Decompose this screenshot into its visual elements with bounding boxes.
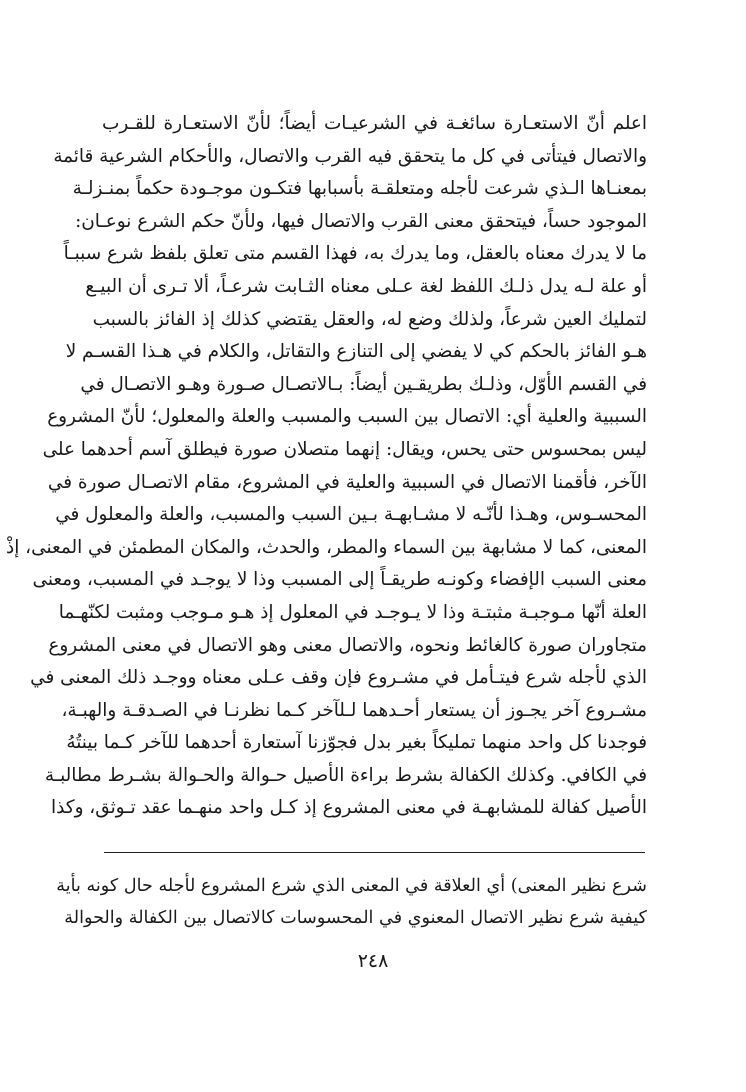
text-line: والاتصال فيتأتى في كل ما يتحقق فيه القرب والاتصال، والأحكام الشرعية قائمة (53, 145, 647, 167)
main-text-block (6, 108, 647, 825)
text-line: في الكافي. وكذلك الكفالة بشرط براءة الأصيل حـوالة والحـوالة بشـرط مطالبـة (44, 764, 647, 786)
text-line: الأصيل كفالة للمشابهـة في معنى المشروع إذ كـل واحد منهـما عقد تـوثق، وكذا (51, 797, 647, 819)
text-line: اعلم أنّ الاستعـارة سائغـة في الشرعيـات أيضاً؛ لأنّ الاستعـارة للقـرب (102, 113, 647, 134)
footnote-block (56, 870, 647, 934)
text-line: الموجود حساً، فيتحقق معنى القرب والاتصال فيها، ولأنّ حكم الشرع نوعـان: (75, 210, 647, 232)
text-line: مشـروع آخر يجـوز أن يستعار أحـدهما لـلآخر كـما نظرنـا في الصـدقـة والهبـة، (61, 699, 647, 721)
text-line: متجاوران صورة كالغائط ونحوه، والاتصال معنى وهو الاتصال في معنى المشروع (48, 634, 647, 656)
text-line: المحسـوس، وهـذا لأنّـه لا مشـابهـة بـين السبب والمسبب، والعلة والمعلول في (55, 504, 647, 526)
text-line: هـو الفائز بالحكم كي لا يفضي إلى التنازع والتقاتل، والكلام في هـذا القسـم لا (65, 341, 647, 363)
text-line: معنى السبب الإفضاء وكونـه طريقـاً إلى المسبب وذا لا يوجـد في المسبب، ومعنى (32, 569, 647, 591)
footnote-separator (104, 852, 645, 853)
text-line: ما لا يدرك معناه بالعقل، وما يدرك به، فهذا القسم متى تعلق بلفظ شرع سببـاً (63, 243, 647, 265)
footnote-line: كيفية شرع نظير الاتصال المعنوي في المحسوسات كالاتصال بين الكفالة والحوالة (64, 908, 647, 928)
text-line: أو علة لـه يدل ذلـك اللفظ لغة عـلى معناه الثـابت شرعـاً، ألا تـرى أن البيـع (85, 275, 647, 297)
text-line: لتمليك العين شرعاً، ولذلك وضع له، والعقل يقتضي كذلك إذ الفائز بالسبب (92, 308, 647, 330)
text-line: السببية والعلية أي: الاتصال بين السبب والمسبب والعلة والمعلول؛ لأنّ المشروع (47, 406, 647, 428)
footnote-line: شرع نظير المعنى) أي العلاقة في المعنى الذي شرع المشروع لأجله حال كونه بأية (56, 876, 647, 896)
page-number: ٢٤٨ (357, 950, 389, 972)
text-line: في القسم الأوّل، وذلـك بطريقـين أيضاً: بـالاتصـال صـورة وهـو الاتصـال في (80, 373, 647, 395)
text-line: المعنى، كما لا مشابهة بين السماء والمطر، والحدث، والمكان المطمئن في المعنى، إذْ (6, 536, 647, 558)
text-line: بمعنـاها الـذي شرعت لأجله ومتعلقـة بأسبابها فتكـون موجـودة حكماً بمنـزلـة (72, 178, 647, 200)
text-line: الذي لأجله شرع فيتـأمل في مشـروع فإن وقف عـلى معناه ووجـد ذلك المعنى في (30, 667, 647, 689)
text-line: فوجدنا كل واحد منهما تمليكاً بغير بدل فجوّزنا آستعارة أحدهما للآخر كـما بينتُهُ (66, 732, 647, 754)
text-line: ليس بمحسوس حتى يحس، ويقال: إنهما متصلان صورة فيطلق آسم أحدهما على (42, 438, 647, 460)
text-line: العلة أنّها مـوجبـة مثبتـة وذا لا يـوجـد في المعلول إذ هـو مـوجب ومثبت لكنّهـما (58, 601, 647, 623)
text-line: الآخر، فأقمنا الاتصال في السببية والعلية في المشروع، مقام الاتصـال صورة في (47, 471, 647, 493)
